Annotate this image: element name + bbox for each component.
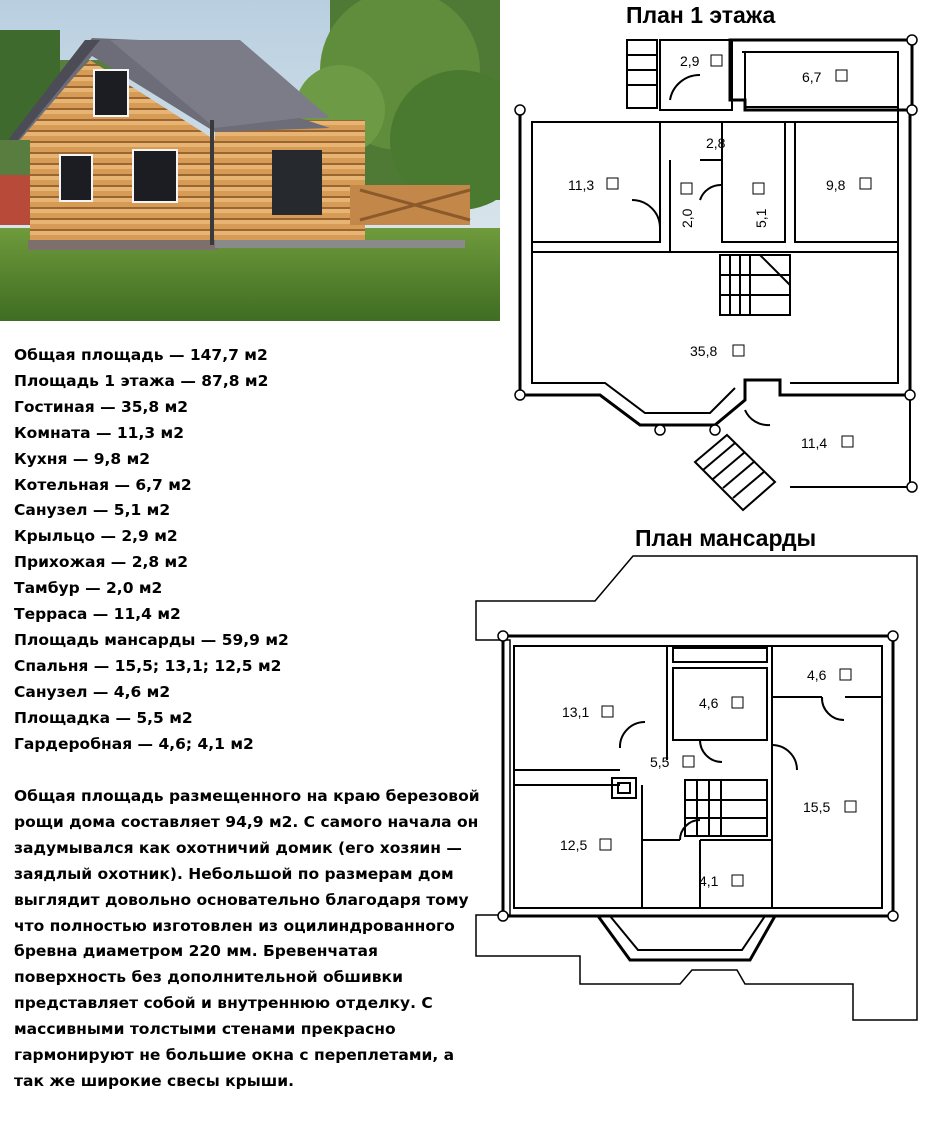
- room-bedroom: 11,3: [568, 177, 595, 193]
- spec-total-area: Общая площадь — 147,7 м2: [14, 346, 268, 364]
- spec-terrace: Терраса — 11,4 м2: [14, 605, 181, 624]
- room-boiler: 6,7: [802, 69, 822, 85]
- room-vestibule: 2,0: [679, 208, 695, 228]
- room-wardrobe-1: 4,6: [807, 667, 827, 683]
- spec-boiler-room: Котельная — 6,7 м2: [14, 475, 192, 494]
- spec-bathroom: Санузел — 5,1 м2: [14, 501, 171, 520]
- room-wardrobe-2: 4,1: [699, 873, 719, 889]
- spec-room: Комната — 11,3 м2: [14, 423, 184, 442]
- spec-bedrooms: Спальня — 15,5; 13,1; 12,5 м2: [14, 656, 282, 675]
- description-text: Общая площадь размещенного на краю березовой рощи дома составляет 94,9 м2. С самого начала он задумывался как охотничий домик (его хозяин — заядлый охотник). Небольшой по размерам дом выглядит довольно основательно благодаря тому что полностью изготовлен из оцилиндрованного бревна диаметром 220 мм. Бревенчатая поверхность без дополнительной обшивки представляет собой и внутреннюю отделку. С массивными толстыми стенами прекрасно гармонируют не большие окна с переплетами, а так же широкие свесы крыши.: [14, 787, 480, 1090]
- room-living: 35,8: [690, 343, 718, 359]
- room-terrace: 11,4: [801, 435, 828, 451]
- spec-hallway: Прихожая — 2,8 м2: [14, 553, 189, 572]
- room-bedroom-3: 12,5: [560, 837, 588, 853]
- spec-attic-area: Площадь мансарды — 59,9 м2: [14, 630, 289, 649]
- room-bedroom-2: 13,1: [562, 704, 590, 720]
- spec-porch: Крыльцо — 2,9 м2: [14, 527, 178, 546]
- room-kitchen: 9,8: [826, 177, 846, 193]
- room-attic-bathroom: 4,6: [699, 695, 719, 711]
- spec-vestibule: Тамбур — 2,0 м2: [14, 579, 163, 598]
- spec-kitchen: Кухня — 9,8 м2: [14, 449, 151, 468]
- room-bathroom: 5,1: [753, 208, 769, 228]
- room-landing: 5,5: [650, 754, 670, 770]
- room-hall: 2,8: [706, 135, 726, 151]
- spec-first-floor-area: Площадь 1 этажа — 87,8 м2: [14, 371, 269, 390]
- first-floor-plan-title: План 1 этажа: [626, 2, 776, 28]
- spec-attic-bathroom: Санузел — 4,6 м2: [14, 682, 171, 701]
- spec-living-room: Гостиная — 35,8 м2: [14, 397, 189, 416]
- spec-landing: Площадка — 5,5 м2: [14, 708, 193, 727]
- attic-plan-title: План мансарды: [635, 525, 817, 551]
- spec-wardrobes: Гардеробная — 4,6; 4,1 м2: [14, 734, 254, 753]
- room-porch: 2,9: [680, 53, 700, 69]
- room-bedroom-1: 15,5: [803, 799, 831, 815]
